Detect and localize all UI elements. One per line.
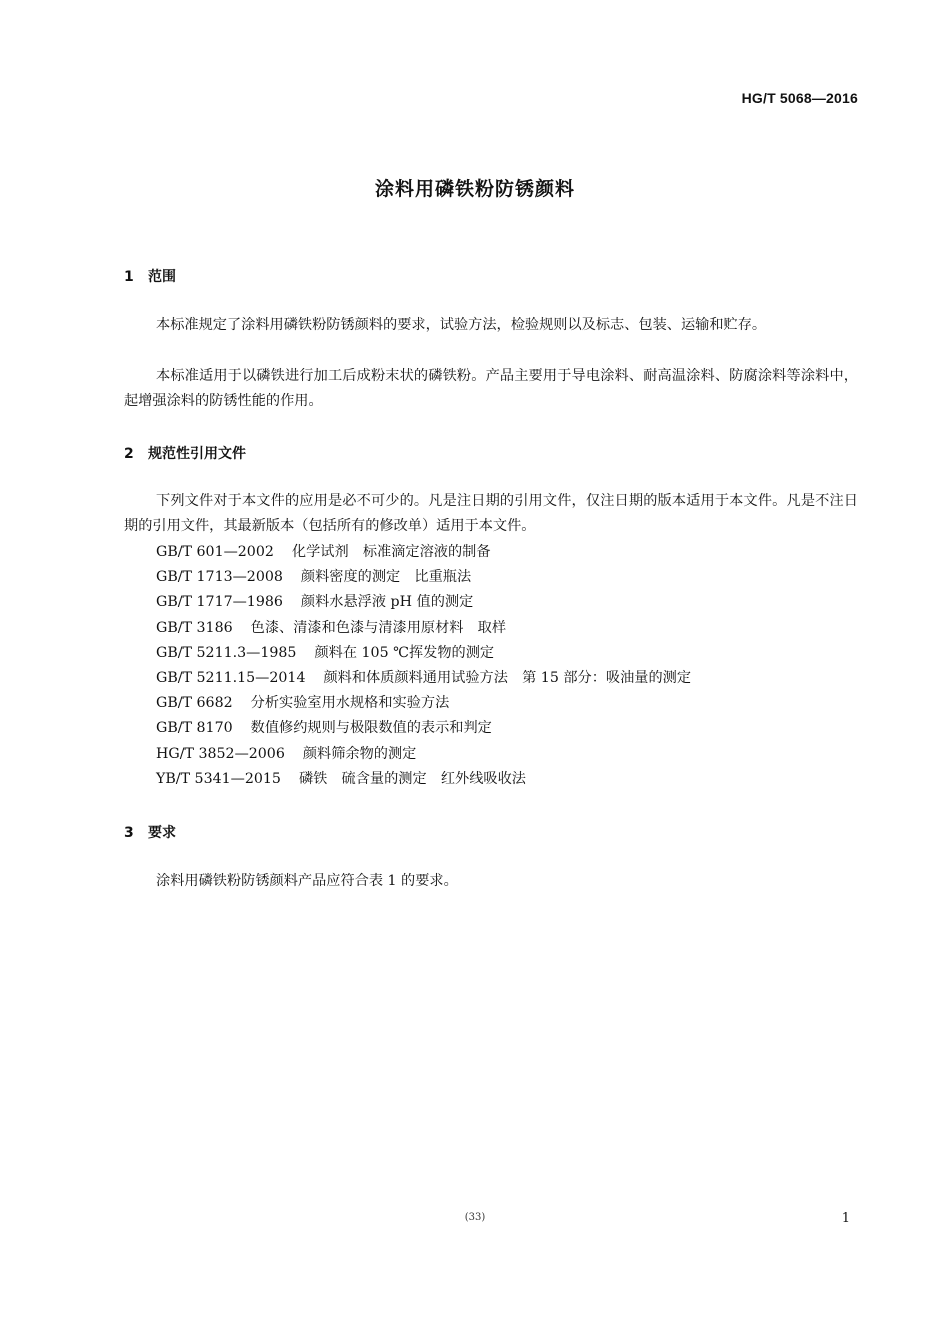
reference-item	[156, 716, 691, 741]
section-number: 1	[124, 269, 134, 285]
reference-item	[156, 691, 691, 716]
reference-title: 分析实验室用水规格和实验方法	[250, 695, 450, 712]
section-number: 3	[124, 825, 134, 841]
reference-code: GB/T 1713—2008	[156, 569, 283, 586]
reference-code: GB/T 6682	[156, 695, 233, 712]
reference-title: 颜料水悬浮液 pH 值的测定	[300, 594, 474, 611]
reference-item	[156, 767, 691, 792]
reference-title: 颜料筛余物的测定	[302, 745, 417, 762]
reference-item	[156, 616, 691, 641]
reference-title: 数值修约规则与极限数值的表示和判定	[250, 720, 492, 737]
section-1-heading	[124, 266, 176, 286]
scope-paragraph-1: 本标准规定了涂料用磷铁粉防锈颜料的要求，试验方法，检验规则以及标志、包装、运输和贮存。	[156, 317, 767, 333]
reference-item	[156, 742, 691, 767]
section-title: 范围	[148, 269, 176, 285]
reference-title: 颜料和体质颜料通用试验方法 第 15 部分：吸油量的测定	[323, 669, 692, 686]
reference-code: HG/T 3852—2006	[156, 745, 285, 762]
requirements-paragraph: 涂料用磷铁粉防锈颜料产品应符合表 1 的要求。	[156, 873, 458, 889]
section-3-heading	[124, 822, 176, 842]
normative-references-list	[156, 540, 691, 792]
page-number: 1	[841, 1211, 850, 1226]
reference-title: 颜料在 105 ℃挥发物的测定	[314, 644, 495, 661]
references-intro-paragraph: 下列文件对于本文件的应用是必不可少的。凡是注日期的引用文件，仅注日期的版本适用于本文件。凡是不注日期的引用文件，其最新版本（包括所有的修改单）适用于本文件。	[124, 493, 858, 534]
reference-item	[156, 641, 691, 666]
section-2-heading	[124, 443, 246, 463]
reference-code: GB/T 3186	[156, 619, 233, 636]
reference-item	[156, 590, 691, 615]
reference-code: GB/T 5211.3—1985	[156, 644, 297, 661]
section-title: 规范性引用文件	[148, 446, 246, 462]
reference-code: GB/T 5211.15—2014	[156, 669, 306, 686]
reference-title: 色漆、清漆和色漆与清漆用原材料 取样	[250, 619, 507, 636]
reference-item	[156, 565, 691, 590]
reference-item	[156, 540, 691, 565]
reference-code: YB/T 5341—2015	[156, 770, 281, 787]
reference-code: GB/T 8170	[156, 720, 233, 737]
reference-code: GB/T 601—2002	[156, 544, 274, 560]
document-title: 涂料用磷铁粉防锈颜料	[374, 178, 575, 200]
reference-title: 颜料密度的测定 比重瓶法	[300, 569, 472, 586]
section-number: 2	[124, 446, 134, 462]
reference-item	[156, 666, 691, 691]
folio-number: (33)	[464, 1212, 486, 1223]
standard-code: HG/T 5068—2016	[741, 90, 858, 106]
reference-title: 磷铁 硫含量的测定 红外线吸收法	[298, 770, 526, 787]
section-title: 要求	[148, 825, 176, 841]
reference-code: GB/T 1717—1986	[156, 594, 283, 611]
reference-title: 化学试剂 标准滴定溶液的制备	[291, 544, 491, 560]
scope-paragraph-2: 本标准适用于以磷铁进行加工后成粉末状的磷铁粉。产品主要用于导电涂料、耐高温涂料、防腐涂料等涂料中，起增强涂料的防锈性能的作用。	[124, 368, 858, 409]
